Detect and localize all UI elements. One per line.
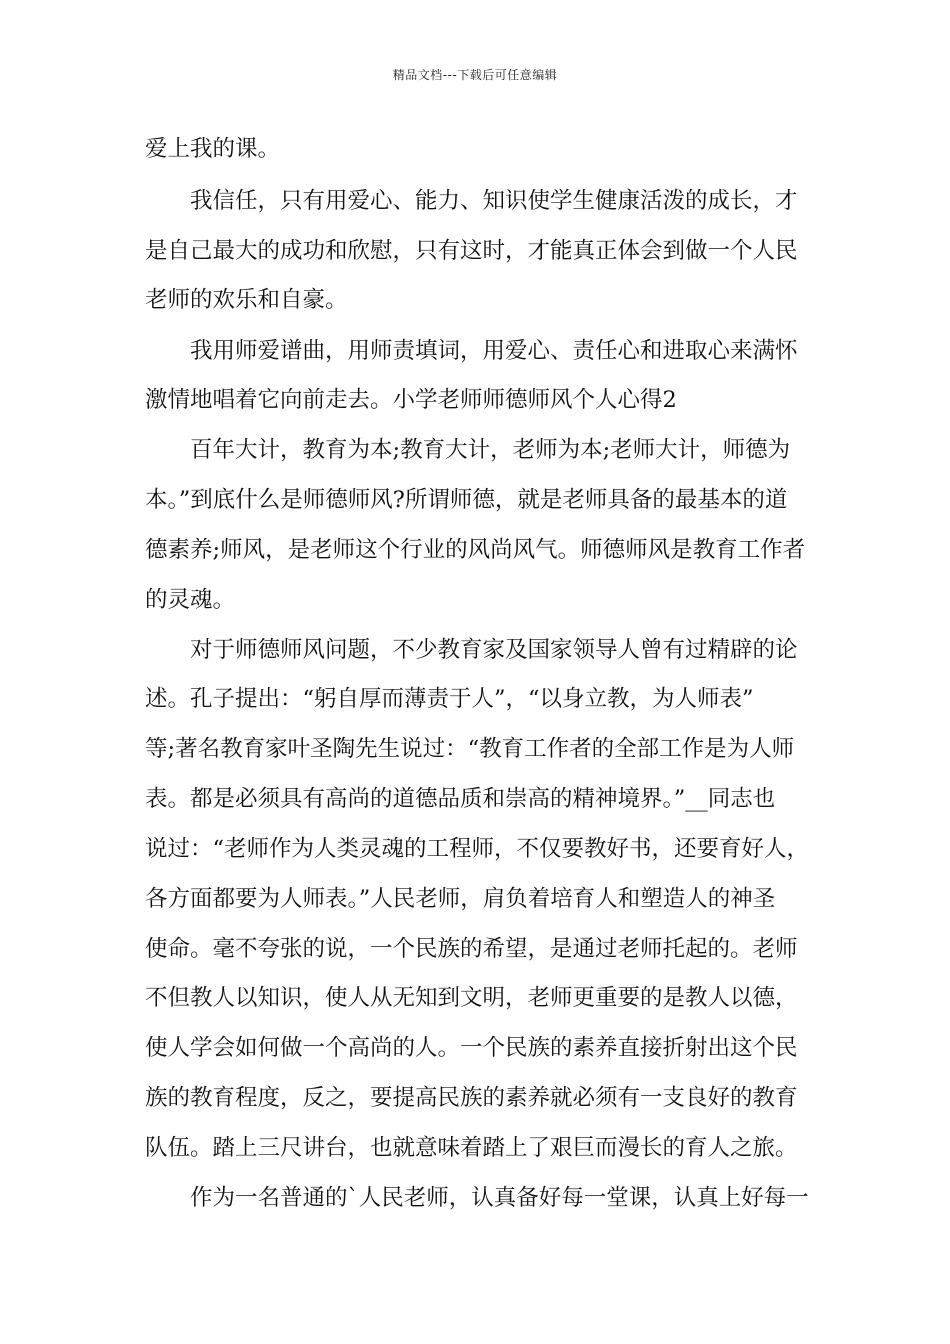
- text-line-paragraph-start: 百年大计，教育为本;教育大计，老师为本;老师大计，师德为: [190, 437, 791, 463]
- text-line-paragraph-start: 我信任，只有用爱心、能力、知识使学生健康活泼的成长，才: [190, 188, 798, 214]
- text-line-paragraph-start: 我用师爱谱曲，用师责填词，用爱心、责任心和进取心来满怀: [190, 338, 798, 364]
- text-line-paragraph-start: 对于师德师风问题，不少教育家及国家领导人曾有过精辟的论: [190, 637, 798, 663]
- text-line: 使命。毫不夸张的说，一个民族的希望，是通过老师托起的。老师: [145, 936, 798, 962]
- text-line: 的灵魂。: [145, 587, 236, 613]
- text-line: 德素养;师风，是老师这个行业的风尚风气。师德师风是教育工作者: [145, 537, 806, 563]
- text-line: 队伍。踏上三尺讲台，也就意味着踏上了艰巨而漫长的育人之旅。: [145, 1135, 798, 1161]
- text-line: 说过：“老师作为人类灵魂的工程师，不仅要教好书，还要育好人，: [145, 836, 810, 862]
- text-line: 爱上我的课。: [145, 136, 281, 162]
- text-line: 本。”到底什么是师德师风?所谓师德，就是老师具备的最基本的道: [145, 487, 788, 513]
- text-line: 是自己最大的成功和欣慰，只有这时，才能真正体会到做一个人民: [145, 238, 798, 264]
- text-line: 族的教育程度，反之，要提高民族的素养就必须有一支良好的教育: [145, 1085, 798, 1111]
- text-line: 各方面都要为人师表。”人民老师，肩负着培育人和塑造人的神圣: [145, 886, 776, 912]
- text-line: 述。孔子提出：“躬自厚而薄责于人”，“以身立教，为人师表”: [145, 686, 754, 712]
- text-line: 使人学会如何做一个高尚的人。一个民族的素养直接折射出这个民: [145, 1035, 798, 1061]
- text-line-paragraph-start: 作为一名普通的`人民老师，认真备好每一堂课，认真上好每一: [190, 1185, 809, 1211]
- text-line: 不但教人以知识，使人从无知到文明，老师更重要的是教人以德，: [145, 985, 798, 1011]
- text-line: 老师的欢乐和自豪。: [145, 287, 348, 313]
- text-line: 等;著名教育家叶圣陶先生说过：“教育工作者的全部工作是为人师: [145, 736, 795, 762]
- document-header: 精品文档---下载后可任意编辑: [392, 68, 558, 82]
- text-line: 表。都是必须具有高尚的道德品质和崇高的精神境界。”__同志也: [145, 786, 776, 812]
- text-line: 激情地唱着它向前走去。小学老师师德师风个人心得2: [145, 387, 677, 413]
